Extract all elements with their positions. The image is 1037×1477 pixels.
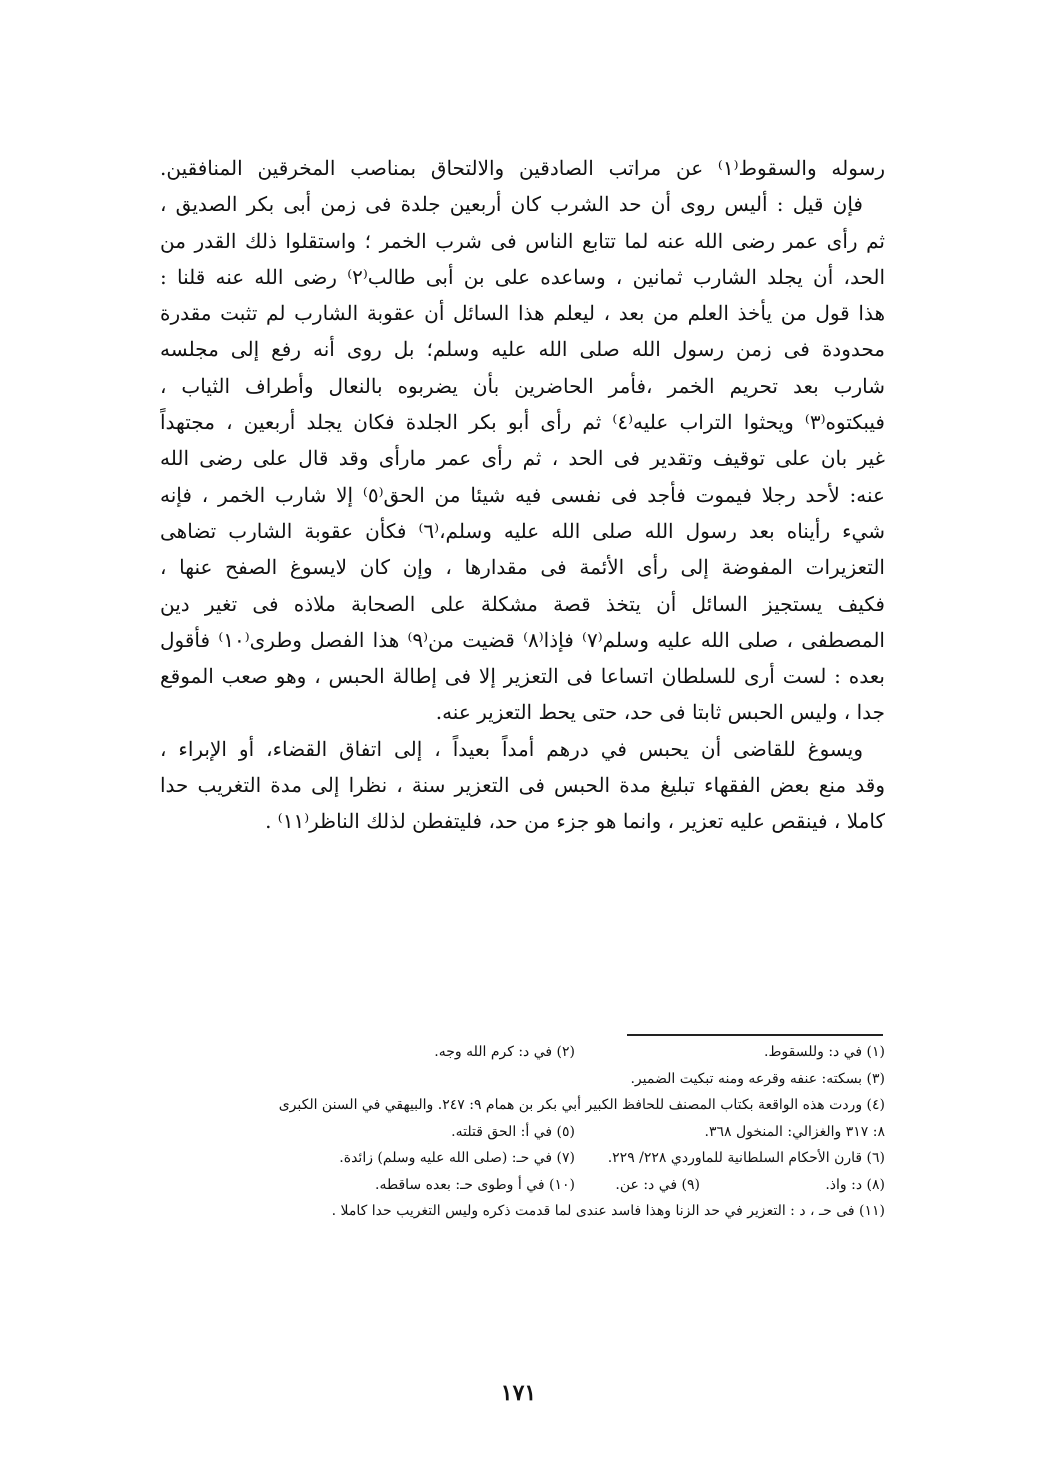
footnote-9: (٩) في د: عن. <box>615 1176 700 1193</box>
footnote-2: (٢) في د: كرم الله وجه. <box>434 1044 575 1060</box>
text-line: شيء رأيناه بعد رسول الله صلى الله عليه وسلم،⁽٦⁾ فكأن عقوبة الشارب تضاهى <box>160 518 885 543</box>
footnote-row <box>160 1066 885 1093</box>
text-line: هذا قول من يأخذ العلم من بعد ، ليعلم هذا السائل أن عقوبة الشارب لم تثبت مقدرة <box>160 301 885 326</box>
text-line: التعزيرات المفوضة إلى رأى الأئمة فى مقدارها ، وإن كان لايسوغ الصفح عنها ، <box>160 555 885 580</box>
footnote-8: (٨) د: واذ. <box>825 1176 885 1193</box>
footnote-4: (٤) وردت هذه الواقعة بكتاب المصنف للحافظ الكبير أبي بكر بن همام ٩: ٢٤٧. والبيهقي في السنن الكبرى <box>278 1097 885 1113</box>
text-line: فيبكتوه⁽٣⁾ ويحثوا التراب عليه⁽٤⁾ ثم رأى أبو بكر الجلدة فكان يجلد أربعين ، مجتهداً <box>160 410 885 435</box>
footnote-row <box>160 1198 885 1225</box>
footnote-row <box>160 1172 885 1199</box>
footnote-6: (٦) قارن الأحكام السلطانية للماوردي ٢٢٨/ ٢٢٩. <box>607 1150 885 1166</box>
footnote-row <box>160 1039 885 1066</box>
text-line: جدا ، وليس الحبس ثابتا فى حد، حتى يحط التعزير عنه. <box>435 700 885 725</box>
text-line: ويسوغ للقاضى أن يحبس في درهم أمداً بعيداً ، إلى اتفاق القضاء، أو الإبراء ، <box>160 736 863 761</box>
text-line: بعده : لست أرى للسلطان اتساعا فى التعزير إلا فى إطالة الحبس ، وهو صعب الموقع <box>160 664 885 689</box>
footnote-separator <box>627 1034 883 1036</box>
footnote-4-continued: ٨: ٣١٧ والغزالي: المنخول ٣٦٨. <box>704 1123 885 1140</box>
footnote-row <box>160 1119 885 1146</box>
text-line: عنه: لأحد رجلا فيموت فأجد فى نفسى فيه شيئا من الحق⁽٥⁾ إلا شارب الخمر ، فإنه <box>160 482 885 507</box>
footnote-row <box>160 1145 885 1172</box>
footnote-11: (١١) فى حـ ، د : التعزير في حد الزنا وهذا فاسد عندى لما قدمت ذكره وليس التغريب حدا كاملا . <box>331 1203 885 1219</box>
text-line: محدودة فى زمن رسول الله صلى الله عليه وسلم؛ بل روى أنه رفع إلى مجلسه <box>160 337 885 362</box>
footnote-1: (١) في د: وللسقوط. <box>764 1044 885 1060</box>
text-line: رسوله والسقوط⁽١⁾ عن مراتب الصادقين والالتحاق بمناصب المخرقين المنافقين. <box>160 156 885 180</box>
text-line: المصطفى ، صلى الله عليه وسلم⁽٧⁾ فإذا⁽٨⁾ قضيت من⁽٩⁾ هذا الفصل وطرى⁽١٠⁾ فأقول <box>160 627 885 652</box>
footnotes <box>160 1039 885 1225</box>
footnote-3: (٣) بسكته: عنفه وقرعه ومنه تبكيت الضمير. <box>630 1070 885 1087</box>
text-line: وقد منع بعض الفقهاء تبليغ مدة الحبس فى التعزير سنة ، نظرا إلى مدة التغريب حدا <box>160 773 885 798</box>
main-text <box>160 150 885 840</box>
text-line: شارب بعد تحريم الخمر ،فأمر الحاضرين بأن يضربوه بالنعال وأطراف الثياب ، <box>160 373 885 398</box>
footnote-row <box>160 1092 885 1119</box>
text-line: غير بان على توقيف وتقدير فى الحد ، ثم رأى عمر مارأى وقد قال على رضى الله <box>160 446 885 471</box>
footnote-7: (٧) في حـ: (صلى الله عليه وسلم) زائدة. <box>339 1150 575 1166</box>
footnote-5: (٥) في أ: الحق قتلته. <box>451 1123 575 1140</box>
text-line: فكيف يستجيز السائل أن يتخذ قصة مشكلة على الصحابة ملاذه فى تغير دين <box>160 591 885 616</box>
text-line: الحد، أن يجلد الشارب ثمانين ، وساعده على بن أبى طالب⁽٢⁾ رضى الله عنه قلنا : <box>160 264 885 289</box>
footnote-10: (١٠) في أ وطوى حـ: بعده ساقطه. <box>375 1176 575 1193</box>
text-line: كاملا ، فينقص عليه تعزير ، وانما هو جزء من حد، فليتفطن لذلك الناظر⁽١١⁾ . <box>265 809 885 834</box>
text-line: ثم رأى عمر رضى الله عنه لما تتابع الناس فى شرب الخمر ؛ واستقلوا ذلك القدر من <box>160 228 885 253</box>
text-line: فإن قيل : أليس روى أن حد الشرب كان أربعين جلدة فى زمن أبى بكر الصديق ، <box>160 192 863 217</box>
page-number: ١٧١ <box>500 1380 537 1406</box>
